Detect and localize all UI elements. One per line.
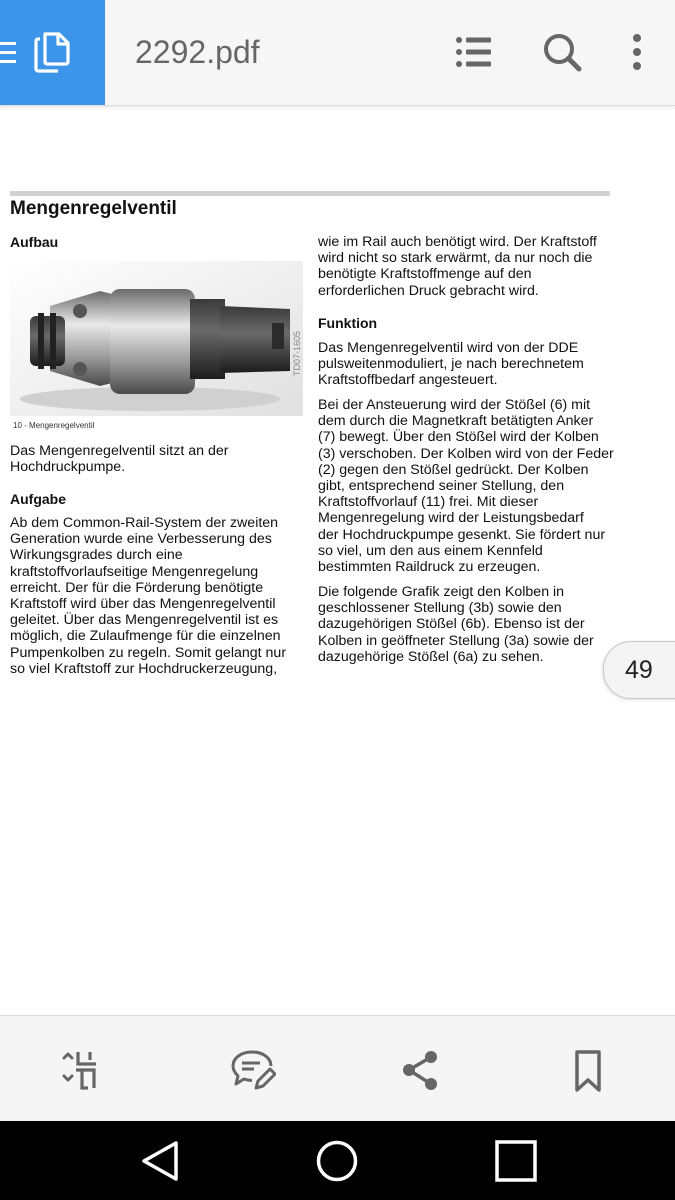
more-vert-icon[interactable]	[615, 30, 659, 74]
funktion-paragraph-2: Bei der Ansteuerung wird der Stößel (6) mit dem durch die Magnetkraft betätigten Anker (7) bewegt. Über den Stößel wird der Kolben (3) verschoben. Der Kolben wird von der Feder (2) gegen den Stößel gedrückt. Der Kolben gibt, entsprechend seiner Stellung, den Kraftstoffvorlauf (11) frei. Mit dieser Mengenregelung wird der Leistungsbedarf der Hochdruckpumpe gesenkt. Sie fördert nur so viel, um den aus einem Kennfeld bestimmten Raildruck zu erzeugen.	[318, 397, 614, 576]
top-app-bar	[0, 0, 675, 106]
comment-edit-icon[interactable]	[230, 1048, 276, 1094]
funktion-heading: Funktion	[318, 315, 378, 331]
valve-photo	[10, 261, 303, 416]
page-number-badge[interactable]	[603, 641, 675, 699]
document-title: 2292.pdf	[135, 34, 260, 70]
recents-icon[interactable]	[494, 1139, 538, 1183]
heading-rule	[10, 191, 610, 196]
share-icon[interactable]	[398, 1048, 444, 1094]
document-menu-button[interactable]	[0, 0, 105, 105]
document-icon	[34, 31, 72, 73]
back-icon[interactable]	[138, 1139, 182, 1183]
continued-paragraph: wie im Rail auch benötigt wird. Der Kraftstoff wird nicht so stark erwärmt, da nur noch die benötigte Kraftstoffmenge auf den erforderlichen Druck gebracht wird.	[318, 234, 597, 299]
bookmark-icon[interactable]	[566, 1048, 612, 1094]
figure-code: TD07-1605	[292, 330, 302, 376]
page-number: 49	[625, 656, 653, 684]
figure-caption: 10 - Mengenregelventil	[13, 421, 95, 430]
funktion-paragraph-3: Die folgende Grafik zeigt den Kolben in geschlossener Stellung (3b) sowie den dazugehörigen Stößel (6b). Ebenso ist der Kolben in geöffneter Stellung (3a) sowie der dazugehörige Stößel (6a) zu sehen.	[318, 584, 594, 665]
aufgabe-heading: Aufgabe	[10, 491, 66, 507]
aufgabe-paragraph: Ab dem Common-Rail-System der zweiten Generation wurde eine Verbesserung des Wirkungsgrades durch eine kraftstoffvorlaufseitige Mengenregelung erreicht. Der für die Förderung benötigte Kraftstoff wird über das Mengenregelventil geleitet. Über das Mengenregelventil ist es möglich, die Zulaufmenge für die einzelnen Pumpenkolben zu regeln. Somit gelangt nur so viel Kraftstoff zur Hochdruckerzeugung,	[10, 515, 287, 677]
aufbau-heading: Aufbau	[10, 234, 59, 250]
list-icon[interactable]	[452, 30, 496, 74]
search-icon[interactable]	[540, 30, 584, 74]
pdf-page[interactable]	[0, 118, 675, 1013]
menu-icon	[0, 40, 18, 66]
intro-paragraph: Das Mengenregelventil sitzt an der Hochdruckpumpe.	[10, 443, 229, 476]
bottom-toolbar	[0, 1015, 675, 1122]
crop-icon[interactable]	[60, 1048, 106, 1094]
page-heading: Mengenregelventil	[10, 198, 177, 219]
funktion-paragraph-1: Das Mengenregelventil wird von der DDE pulsweitenmoduliert, je nach berechnetem Kraftstoffbedarf angesteuert.	[318, 340, 584, 389]
home-icon[interactable]	[315, 1139, 359, 1183]
system-nav-bar	[0, 1121, 675, 1200]
